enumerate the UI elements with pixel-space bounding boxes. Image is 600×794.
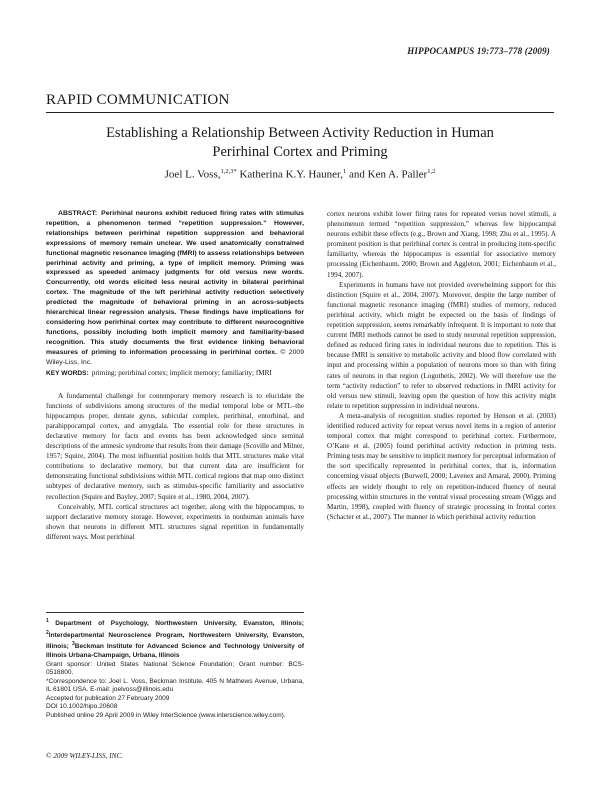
published-online: Published online 29 April 2009 in Wiley InterScience (www.interscience.wiley.com). bbox=[46, 711, 286, 719]
author-1-name: Joel L. Voss, bbox=[164, 168, 221, 181]
journal-citation: HIPPOCAMPUS 19:773–778 (2009) bbox=[407, 46, 550, 56]
keywords-label: KEY WORDS: bbox=[46, 369, 89, 377]
left-body bbox=[46, 391, 304, 542]
affil-3-sup: 3 bbox=[71, 641, 75, 648]
author-list bbox=[46, 168, 554, 181]
article-title bbox=[46, 124, 554, 162]
affil-1: Department of Psychology, Northwestern University, Evanston, Illinois; bbox=[55, 620, 304, 628]
abstract-copyright: © 2009 Wiley-Liss, Inc. bbox=[46, 348, 305, 366]
copyright-symbol: © bbox=[46, 752, 52, 760]
abstract-label: ABSTRACT: bbox=[58, 210, 98, 217]
title-line-1: Establishing a Relationship Between Activity Reduction in Human bbox=[106, 125, 494, 141]
author-1-corresponding-mark: * bbox=[233, 168, 237, 175]
affil-3: Beckman Institute for Advanced Science and Technology University of Illinois Urbana-Champaign, Urbana, Illinois bbox=[46, 643, 304, 660]
abstract bbox=[46, 209, 304, 368]
body-paragraph: Experiments in humans have not provided overwhelming support for this distinction (Squire et al., 2004, 2007). Moreover, despite the large number of functional magnetic resonance imaging (fMRI) studies of memory, reduced perirhinal activity, which might be expected on the basis of findings of repetition suppression, seems remarkably infrequent. It is important to note that current fMRI methods cannot be used to study neuronal repetition suppression, defined as reduced firing rates in individual neurons due to repetition. This is because fMRI is sensitive to metabolic activity and blood flow correlated with input and processing within a population of neurons more so than with firing rates of neurons in that region (Logothetis, 2002). We will therefore use the term “activity reduction” to refer to observed reductions in fMRI activity for old versus new stimuli, leaving open the question of how this activity might relate to repetition suppression in individual neurons. bbox=[327, 280, 556, 410]
author-1-affil: 1,2,3 bbox=[220, 168, 234, 175]
body-paragraph: A meta-analysis of recognition studies reported by Henson et al. (2003) identified reduced activity for repeat versus novel items in a region of anterior temporal cortex that might correspond to perirhinal cortex. Furthermore, O’Kane et al. (2005) found perirhinal activity reduction in priming tests. Priming tests may be sensitive to implicit memory for perceptual information of the sort specifically represented in perirhinal cortex, that is, information concerning visual objects (Burwell, 2000; Lavenex and Amaral, 2000). Priming effects are widely thought to rely on repetition-induced fluency of neural processing within structures in the ventral visual processing stream (Wiggs and Martin, 1998), coupled with fluency of strategic processing in frontal cortex (Schacter et al., 2007). The manner in which perirhinal activity reduction bbox=[327, 411, 556, 521]
title-line-2: Perirhinal Cortex and Priming bbox=[212, 144, 388, 160]
body-paragraph: Conceivably, MTL cortical structures act together, along with the hippocampus, to support declarative memory storage. However, experiments in nonhuman animals have shown that neurons in different MTL structures signal repetition in fundamentally different ways. Most perirhinal bbox=[46, 502, 304, 541]
footer-copyright bbox=[46, 752, 123, 760]
right-column bbox=[327, 209, 556, 522]
body-paragraph: cortex neurons exhibit lower firing rates for repeated versus novel stimuli, a phenomenon termed “repetition suppression,” whereas few hippocampal neurons exhibit these effects (e.g., Brown and Xiang, 1998; Zhu et al., 1995). A prominent position is that perirhinal cortex is central in producing item-specific familiarity, whereas the hippocampus is essential for associative memory processing (Eichenbaum, 2000; Brown and Aggleton, 2001; Eichenbaum et al., 1994, 2007). bbox=[327, 210, 556, 279]
section-divider bbox=[46, 112, 554, 113]
doi: DOI 10.1002/hipo.20608 bbox=[46, 703, 118, 711]
copyright-text: 2009 WILEY-LISS, INC. bbox=[53, 752, 124, 760]
left-column bbox=[46, 209, 304, 542]
correspondence: *Correspondence to: Joel L. Voss, Beckman Institute, 405 N Mathews Avenue, Urbana, IL 61801 USA. E-mail: joelvoss@illinois.edu bbox=[46, 677, 304, 694]
body-paragraph: A fundamental challenge for contemporary memory research is to elucidate the functions of subdivisions among structures of the medial temporal lobe or MTL–the hippocampus proper, dentate gyrus, subicular complex, perirhinal, entorhinal, and parahippocampal cortex, and amygdala. The essential role for these structures in declarative memory for facts and events has been acknowledged since seminal descriptions of the amnesic syndrome that results from their damage (Scoville and Milner, 1957; Squire, 2004). The most influential position holds that MTL structures make vital contributions to declarative memory, but that current data are insufficient for demonstrating functional subdivisions within MTL cortical regions that map onto distinct subtypes of declarative memory, such as stimulus-specific familiarity and associative recollection (Squire and Bayley, 2007; Squire et al., 1980, 2004, 2007). bbox=[46, 391, 304, 501]
footnotes bbox=[46, 617, 304, 721]
author-3-name: and Ken A. Paller bbox=[349, 168, 428, 181]
affiliations bbox=[46, 617, 304, 661]
affil-2: Interdepartmental Neuroscience Program, Northwestern University, Evanston, Illinois; bbox=[46, 631, 304, 651]
accepted-date: Accepted for publication 27 February 2009 bbox=[46, 694, 170, 702]
abstract-text: Perirhinal neurons exhibit reduced firing rates with stimulus repetition, a phenomenon termed “repetition suppression.” However, relationships between perirhinal repetition suppression and behavioral expressions of memory remain unclear. We used anatomically constrained functional magnetic resonance imaging (fMRI) to assess relationships between perirhinal activity and priming, a type of implicit memory. Priming was expressed as speeded animacy judgments for old versus new words. Concurrently, old words elicited less neural activity in bilateral perirhinal cortex. The magnitude of the left perirhinal activity reduction selectively predicted the magnitude of behavioral priming in an across-subjects hierarchical linear regression analysis. These findings have implications for considering how perirhinal cortex may contribute to different neurocognitive functions, possibly including both implicit memory and familiarity-based recognition. This study documents the first evidence linking behavioral measures of priming to information processing in perirhinal cortex. bbox=[46, 210, 304, 356]
keywords bbox=[46, 368, 304, 379]
author-2-affil: 1 bbox=[343, 168, 347, 175]
footnote-divider bbox=[46, 612, 304, 613]
author-2-name: Katherina K.Y. Hauner, bbox=[239, 168, 344, 181]
grant-info: Grant sponsor: United States National Science Foundation; Grant number: BCS-0518800. bbox=[46, 660, 304, 677]
section-type: RAPID COMMUNICATION bbox=[46, 92, 230, 108]
affil-1-sup: 1 bbox=[46, 618, 49, 624]
author-3-affil: 1,2 bbox=[427, 168, 436, 175]
keywords-text: priming; perirhinal cortex; implicit memory; familiarity; fMRI bbox=[91, 368, 272, 377]
affil-2-sup: 2 bbox=[46, 629, 49, 636]
